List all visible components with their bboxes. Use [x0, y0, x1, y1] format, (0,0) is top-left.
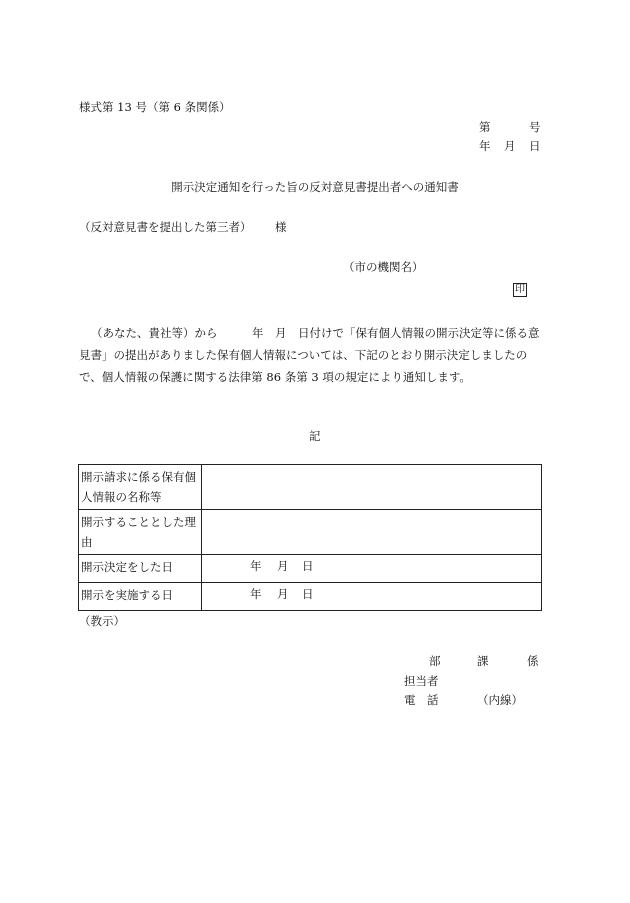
row-value-reason [202, 510, 542, 555]
issuer-org: （市の機関名） [343, 260, 424, 274]
row-value-info-name [202, 465, 542, 510]
doc-date-day: 日 [529, 139, 541, 153]
row-label-info-name: 開示請求に係る保有個人情報の名称等 [79, 465, 202, 510]
implementation-date-month: 月 [277, 587, 289, 601]
addressee-honorific: 様 [275, 220, 287, 234]
doc-number-go: 号 [529, 120, 541, 134]
body-text: （あなた、貴社等）から 年 月 日付けで「保有個人情報の開示決定等に係る意見書」の提出がありました保有個人情報については、下記のとおり開示決定しましたので、個人情報の保護に関する法律第 86 条第 3 項の規定により通知します。 [79, 326, 540, 384]
implementation-date-year: 年 [250, 587, 262, 601]
doc-date-month: 月 [504, 139, 516, 153]
table-row [79, 465, 542, 510]
contact-naisen: （内線） [477, 693, 523, 707]
table-row [79, 555, 542, 583]
decision-date-month: 月 [277, 559, 289, 573]
table-row [79, 583, 542, 611]
row-value-implementation-date [202, 583, 542, 611]
contact-ka: 課 [477, 654, 489, 668]
implementation-date-day: 日 [302, 587, 314, 601]
addressee-name: （反対意見書を提出した第三者） [79, 220, 252, 234]
contact-tanto: 担当者 [404, 674, 439, 688]
ki-heading: 記 [309, 429, 321, 443]
contact-kakari: 係 [527, 654, 539, 668]
document-title: 開示決定通知を行った旨の反対意見書提出者への通知書 [171, 180, 459, 194]
doc-date-year: 年 [479, 139, 491, 153]
kyoji-note: （教示） [79, 614, 125, 628]
table-row [79, 510, 542, 555]
info-table [78, 464, 542, 611]
form-number: 様式第 13 号（第 6 条関係） [79, 100, 231, 114]
seal-mark: 印 [515, 284, 525, 295]
row-label-reason: 開示することとした理由 [79, 510, 202, 555]
doc-number-dai: 第 [479, 120, 491, 134]
row-label-implementation-date: 開示を実施する日 [79, 583, 202, 611]
row-label-decision-date: 開示決定をした日 [79, 555, 202, 583]
decision-date-day: 日 [302, 559, 314, 573]
decision-date-year: 年 [250, 559, 262, 573]
contact-denwa: 電 話 [404, 693, 439, 707]
row-value-decision-date [202, 555, 542, 583]
contact-bu: 部 [429, 654, 441, 668]
